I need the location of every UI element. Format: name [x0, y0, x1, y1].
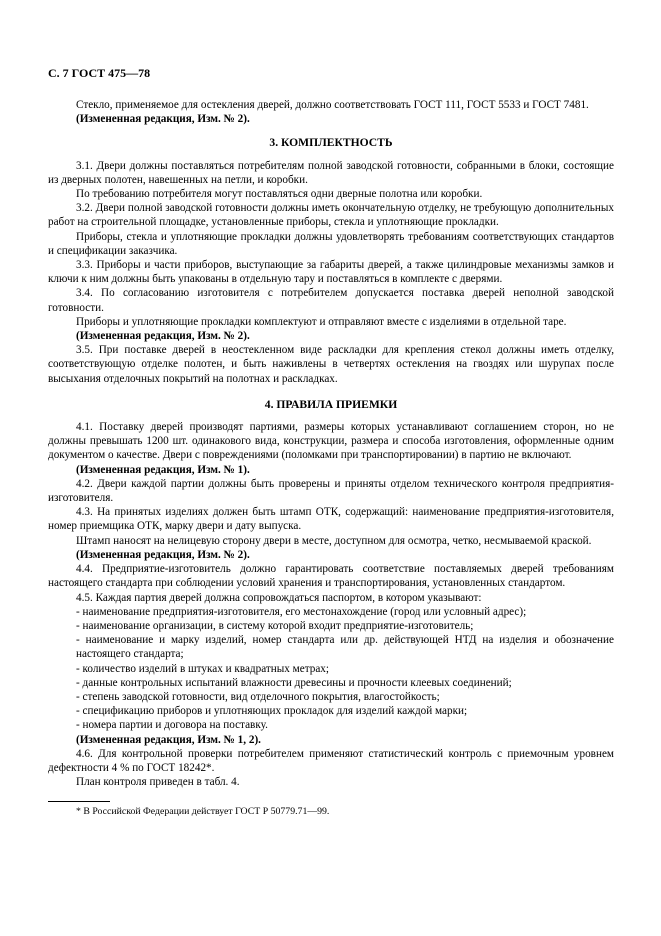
list-item: - наименование организации, в систему которой входит предприятие-изготовитель; — [76, 619, 474, 632]
paragraph-4-3: 4.3. На принятых изделиях должен быть штамп ОТК, содержащий: наименование предприятия-изготовителя, номер приемщика ОТК, марку двери и дату выпуска. — [48, 506, 614, 533]
paragraph: Приборы и уплотняющие прокладки комплектуют и отправляют вместе с изделиями в отдельной таре. — [76, 315, 567, 328]
paragraph-3-3: 3.3. Приборы и части приборов, выступающие за габариты дверей, а также цилиндровые механизмы замков и ключи к ним должны быть упакованы в отдельную тару и поставляться в комплекте с дверями. — [48, 259, 614, 286]
paragraph: Приборы, стекла и уплотняющие прокладки должны удовлетворять требованиям соответствующих стандартов и спецификации заказчика. — [48, 230, 614, 257]
amendment-note: (Измененная редакция, Изм. № 2). — [76, 330, 250, 343]
amendment-note: (Измененная редакция, Изм. № 1). — [76, 463, 250, 476]
paragraph-3-5: 3.5. При поставке дверей в неостекленном виде раскладки для крепления стекол должны иметь отделку, соответствующую отделке полотен, и быть наживлены в четвертях остекления на гвоздях или шурупах после высыхания отделочных покрытий на полотнах и раскладках. — [48, 344, 614, 385]
section-4-title: 4. ПРАВИЛА ПРИЕМКИ — [264, 397, 398, 411]
footnote: * В Российской Федерации действует ГОСТ Р 50779.71—99. — [76, 806, 330, 818]
list-item: - наименование предприятия-изготовителя, его местонахождение (город или условный адрес); — [76, 605, 527, 618]
list-item: - количество изделий в штуках и квадратных метрах; — [76, 662, 329, 675]
amendment-note: (Измененная редакция, Изм. № 2). — [76, 548, 250, 561]
paragraph-3-4: 3.4. По согласованию изготовителя с потребителем допускается поставка дверей неполной заводской готовности. — [48, 287, 614, 314]
page-header: С. 7 ГОСТ 475—78 — [48, 66, 151, 80]
paragraph-4-1: 4.1. Поставку дверей производят партиями, размеры которых устанавливают соглашением сторон, но не должны превышать 1200 шт. одинакового вида, конструкции, размера и способа изготовления, оформленные одним документом о качестве. Двери с повреждениями (поломками при транспортировании) в партию не включают. — [48, 421, 614, 462]
paragraph-4-6: 4.6. Для контрольной проверки потребителем применяют статистический контроль с приемочным уровнем дефектности 4 % по ГОСТ 18242*. — [48, 747, 614, 774]
list-item: - номера партии и договора на поставку. — [76, 719, 268, 732]
paragraph-3-2: 3.2. Двери полной заводской готовности должны иметь окончательную отделку, не требующую дополнительных работ на строительной площадке, установленные приборы, стекла и уплотняющие прокладки. — [48, 202, 614, 229]
document-body — [48, 98, 614, 820]
paragraph: По требованию потребителя могут поставляться одни дверные полотна или коробки. — [76, 188, 483, 201]
amendment-note: (Измененная редакция, Изм. № 1, 2). — [76, 733, 261, 746]
list-item: - степень заводской готовности, вид отделочного покрытия, влагостойкость; — [76, 690, 440, 703]
paragraph-4-2: 4.2. Двери каждой партии должны быть проверены и приняты отделом технического контроля предприятия-изготовителя. — [48, 477, 614, 505]
paragraph: Штамп наносят на нелицевую сторону двери в месте, доступном для осмотра, четко, несмываемой краской. — [76, 534, 592, 547]
paragraph-3-1: 3.1. Двери должны поставляться потребителям полной заводской готовности, собранными в блоки, состоящие из дверных полотен, навешенных на петли, и коробки. — [48, 159, 614, 186]
amendment-note: (Измененная редакция, Изм. № 2). — [76, 113, 250, 126]
paragraph-4-5: 4.5. Каждая партия дверей должна сопровождаться паспортом, в котором указывают: — [76, 591, 482, 604]
paragraph: План контроля приведен в табл. 4. — [76, 776, 240, 789]
paragraph-4-4: 4.4. Предприятие-изготовитель должно гарантировать соответствие поставляемых дверей требованиям настоящего стандарта при соблюдении условий хранения и транспортирования, установленных стандартом. — [48, 563, 614, 590]
footnote-divider — [48, 801, 110, 802]
list-item: - данные контрольных испытаний влажности древесины и прочности клеевых соединений; — [76, 676, 512, 689]
intro-paragraph: Стекло, применяемое для остекления дверей, должно соответствовать ГОСТ 111, ГОСТ 5533 и ГОСТ 7481. — [76, 99, 589, 111]
list-item: - спецификацию приборов и уплотняющих прокладок для изделий каждой марки; — [76, 705, 468, 718]
section-3-title: 3. КОМПЛЕКТНОСТЬ — [269, 136, 393, 150]
list-item: - наименование и марку изделий, номер стандарта или др. действующей НТД на изделия и обозначение настоящего стандарта; — [76, 634, 614, 661]
